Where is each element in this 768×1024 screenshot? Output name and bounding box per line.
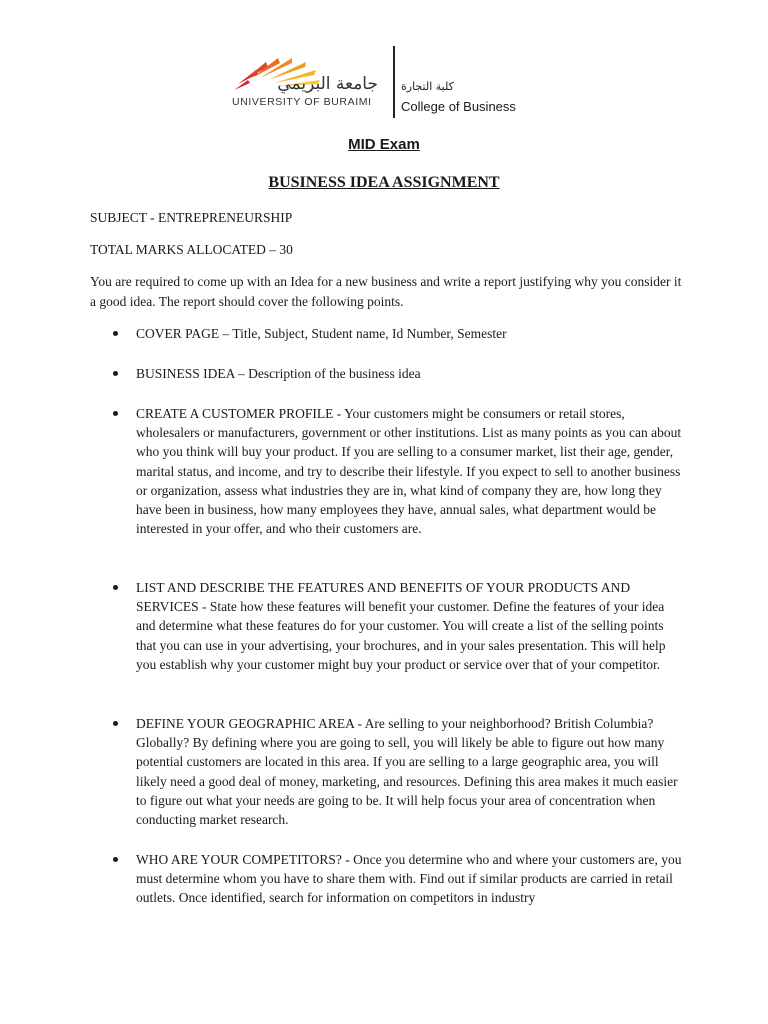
list-item: [136, 578, 682, 674]
bullet-icon: [113, 721, 118, 726]
list-item: [136, 404, 682, 538]
list-item-text: LIST AND DESCRIBE THE FEATURES AND BENEFITS OF YOUR PRODUCTS AND SERVICES - State how these features will benefit your customer. Define the features of your idea and determine what these features do for your customer. You will create a list of the selling points that you can use in your advertising, your brochures, and in your sales presentation. This will help you establish why your customer might buy your product or service over that of your competitor.: [136, 580, 666, 672]
intro-paragraph: You are required to come up with an Idea for a new business and write a report justifying why you consider it a good idea. The report should cover the following points.: [90, 274, 682, 309]
college-name: College of Business: [401, 99, 516, 114]
list-item-text: CREATE A CUSTOMER PROFILE - Your customers might be consumers or retail stores, wholesalers or manufacturers, government or other institutions. List as many points as you can about who you think will buy your product. If you are selling to a consumer market, list their age, gender, marital status, and income, and try to describe their lifestyle. If you expect to sell to another business or organization, assess what industries they are in, what kind of company they are, how long they have been in business, how many employees they have, annual sales, what department would be interested in your offer, and who their customers are.: [136, 406, 682, 537]
list-item: [136, 850, 682, 908]
marks-line: TOTAL MARKS ALLOCATED – 30: [90, 242, 293, 257]
list-item-text: DEFINE YOUR GEOGRAPHIC AREA - Are selling to your neighborhood? British Columbia? Globally? By defining where you are going to sell, you will likely be able to figure out how many potential customers are located in this area. If you are selling to a large geographic area, you will likely need a good deal of money, marketing, and resources. Defining this area makes it much easier to figure out what your needs are going to be. It will help focus your area of concentration when conducting market research.: [136, 716, 678, 828]
university-arabic-name: جامعة البريمي: [277, 74, 378, 94]
exam-label: MID Exam: [348, 136, 420, 153]
list-item: [136, 714, 682, 829]
college-arabic-name: كلية التجارة: [401, 80, 454, 93]
bullet-icon: [113, 371, 118, 376]
university-name: UNIVERSITY OF BURAIMI: [232, 96, 372, 108]
list-item-text: WHO ARE YOUR COMPETITORS? - Once you determine who and where your customers are, you must determine whom you have to share them with. Find out if similar products are carried in retail outlets. Once identified, search for information on competitors in industry: [136, 852, 682, 906]
list-item: [136, 364, 682, 383]
list-item-text: BUSINESS IDEA – Description of the business idea: [136, 366, 421, 381]
assignment-title: BUSINESS IDEA ASSIGNMENT: [268, 174, 500, 191]
bullet-icon: [113, 331, 118, 336]
subject-line: SUBJECT - ENTREPRENEURSHIP: [90, 210, 293, 225]
list-item: [136, 324, 682, 343]
list-item-text: COVER PAGE – Title, Subject, Student name, Id Number, Semester: [136, 326, 507, 341]
bullet-icon: [113, 411, 118, 416]
bullet-icon: [113, 585, 118, 590]
bullet-icon: [113, 857, 118, 862]
